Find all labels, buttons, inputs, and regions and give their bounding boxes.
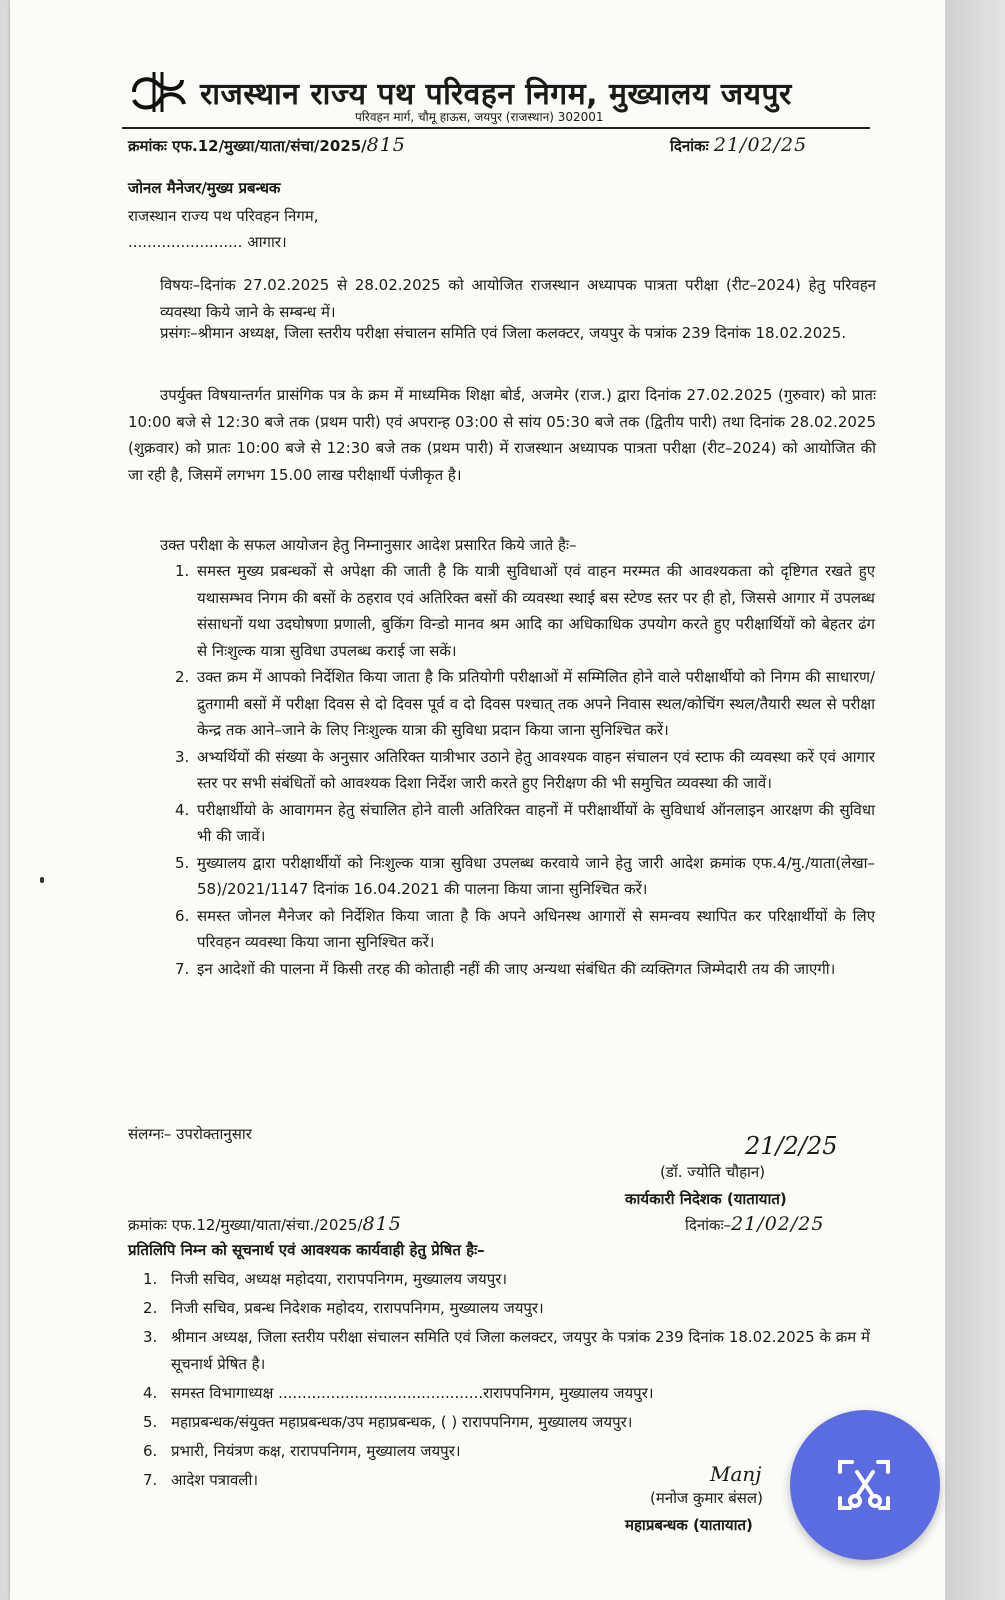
copy-recipient-number: 7.: [143, 1471, 158, 1489]
copy-recipient-text: आदेश पत्रावली।: [171, 1471, 259, 1489]
order-item-number: 3.: [175, 747, 190, 766]
order-item-number: 6.: [175, 906, 190, 925]
reference-handwritten-number: 815: [366, 134, 406, 156]
order-item: [175, 797, 875, 850]
copy-recipient: [143, 1467, 878, 1494]
organization-address: परिवहन मार्ग, चौमू हाऊस, जयपुर (राजस्थान) 302001: [355, 110, 604, 124]
order-item: [175, 850, 875, 903]
date-handwritten: 21/02/25: [713, 134, 808, 156]
copy-recipient-number: 2.: [143, 1299, 158, 1317]
copy-recipient-text: महाप्रबन्धक/संयुक्त महाप्रबन्धक/उप महाप्रबन्धक, ( ) रारापपनिगम, मुख्यालय जयपुर।: [171, 1413, 633, 1431]
addressee-depot: ........................ आगार।: [128, 233, 287, 251]
copy-recipient: [143, 1266, 878, 1293]
copy-heading: प्रतिलिपि निम्न को सूचनार्थ एवं आवश्यक कार्यवाही हेतु प्रेषित हैः–: [128, 1241, 485, 1259]
order-item-number: 7.: [175, 959, 190, 978]
order-item-number: 2.: [175, 668, 190, 686]
order-item-text: अभ्यर्थियों की संख्या के अनुसार अतिरिक्त यात्रीभार उठाने हेतु आवश्यक वाहन संचालन एवं स्टाफ की व्यवस्था करें एवं आगार स्तर पर सभी संबंधितों को आवश्यक दिशा निर्देश जारी करते हुए निरीक्षण की भी समुचित व्यवस्था की जावें।: [197, 747, 875, 792]
copy-recipient-text: प्रभारी, नियंत्रण कक्ष, रारापपनिगम, मुख्यालय जयपुर।: [171, 1442, 461, 1460]
reference-line: प्रसंगः–श्रीमान अध्यक्ष, जिला स्तरीय परीक्षा संचालन समिति एवं जिला कलक्टर, जयपुर के पत्रांक 239 दिनांक 18.02.2025.: [160, 324, 847, 342]
copy-recipient-number: 3.: [143, 1328, 158, 1346]
order-item-number: 4.: [175, 800, 190, 819]
screenshot-crop-scissors-icon: [830, 1450, 900, 1520]
orders-list: [175, 558, 875, 982]
copy-recipient: [143, 1380, 878, 1407]
header-divider: [122, 127, 870, 129]
second-signatory-designation: महाप्रबन्धक (यातायात): [625, 1516, 753, 1534]
document-page: [10, 0, 945, 1600]
organization-title: राजस्थान राज्य पथ परिवहन निगम, मुख्यालय जयपुर: [200, 77, 792, 112]
letter-date: [670, 134, 807, 156]
copy-date-handwritten: 21/02/25: [731, 1213, 825, 1235]
scan-speck: [40, 877, 44, 883]
page-edge-shadow: [945, 0, 1005, 1600]
copy-recipient-text: निजी सचिव, अध्यक्ष महोदया, रारापपनिगम, मुख्यालय जयपुर।: [171, 1270, 508, 1288]
order-item-number: 5.: [175, 853, 190, 872]
rsrtc-logo: [128, 70, 188, 114]
copy-recipient-text: निजी सचिव, प्रबन्ध निदेशक महोदय, रारापपनिगम, मुख्यालय जयपुर।: [171, 1299, 544, 1317]
second-signature-scrawl: Manj: [710, 1462, 762, 1486]
screenshot-crop-button[interactable]: [790, 1410, 940, 1560]
addressee-organization: राजस्थान राज्य पथ परिवहन निगम,: [128, 207, 319, 225]
body-paragraph: उपर्युक्त विषयान्तर्गत प्रासंगिक पत्र के क्रम में माध्यमिक शिक्षा बोर्ड, अजमेर (राज.) द्वारा दिनांक 27.02.2025 (गुरुवार) को प्रातः 10:00 बजे से 12:30 बजे तक (प्रथम पारी) एवं अपरान्ह 03:00 से सांय 05:30 बजे तक (द्वितीय पारी) तथा दिनांक 28.02.2025 (शुक्रवार) को प्रातः 10:00 बजे से 12:30 बजे तक (प्रथम पारी) में राजस्थान अध्यापक पात्रता परीक्षा (रीट–2024) को आयोजित की जा रही है, जिसमें लगभग 15.00 लाख परीक्षार्थी पंजीकृत है।: [128, 386, 876, 484]
order-item-number: 1.: [175, 562, 190, 580]
reference-number: [128, 134, 406, 156]
order-item-text: परीक्षार्थीयो के आवागमन हेतु संचालित होने वाली अतिरिक्त वाहनों में परीक्षार्थीयों के सुविधार्थ ऑनलाइन आरक्षण की सुविधा भी की जावें।: [197, 800, 875, 845]
copy-date-label: दिनांकः–: [685, 1216, 732, 1234]
copy-recipient-number: 5.: [143, 1413, 158, 1431]
copy-recipient-text: समस्त विभागाध्यक्ष ...........................................रारापपनिगम, मुख्यालय जयपुर।: [171, 1384, 654, 1402]
copy-reference-label: क्रमांकः एफ.12/मुख्या/याता/संचा./2025/: [128, 1216, 363, 1234]
order-item: [175, 558, 875, 664]
copy-reference-number: [128, 1213, 402, 1235]
subject-line: विषयः–दिनांक 27.02.2025 से 28.02.2025 को आयोजित राजस्थान अध्यापक पात्रता परीक्षा (रीट–2024) हेतु परिवहन व्यवस्था किये जाने के सम्बन्ध में।: [160, 276, 876, 321]
order-item: [175, 664, 875, 744]
enclosure-note: संलग्नः– उपरोक्तानुसार: [128, 1125, 252, 1143]
order-item: [175, 744, 875, 797]
copy-recipient-number: 6.: [143, 1442, 158, 1460]
orders-intro: उक्त परीक्षा के सफल आयोजन हेतु निम्नानुसार आदेश प्रसारित किये जाते हैः–: [160, 536, 577, 554]
signatory-designation: कार्यकारी निदेशक (यातायात): [625, 1190, 787, 1208]
second-signatory-name: (मनोज कुमार बंसल): [650, 1489, 763, 1507]
date-label: दिनांकः: [670, 137, 709, 155]
signature-scrawl: 21/2/25: [745, 1132, 838, 1160]
copy-recipient-number: 4.: [143, 1384, 158, 1402]
copy-reference-handwritten-number: 815: [362, 1213, 402, 1235]
order-item: [175, 903, 875, 956]
order-item: [175, 956, 875, 983]
copy-recipient: [143, 1438, 878, 1465]
copy-date: [685, 1213, 824, 1235]
order-item-text: मुख्यालय द्वारा परीक्षार्थीयों को निःशुल्क यात्रा सुविधा उपलब्ध करवाये जाने हेतु जारी आदेश क्रमांक एफ.4/मु./याता(लेखा–58)/2021/1147 दिनांक 16.04.2021 की पालना किया जाना सुनिश्चित करें।: [197, 853, 875, 898]
copy-recipient: [143, 1409, 878, 1436]
copy-recipient: [143, 1295, 878, 1322]
copy-recipients-list: [143, 1266, 878, 1496]
reference-label: क्रमांकः एफ.12/मुख्या/याता/संचा/2025/: [128, 137, 367, 155]
order-item-text: इन आदेशों की पालना में किसी तरह की कोताही नहीं की जाए अन्यथा संबंधित की व्यक्तिगत जिम्मेदारी तय की जाएगी।: [197, 959, 836, 978]
order-item-text: उक्त क्रम में आपको निर्देशित किया जाता है कि प्रतियोगी परीक्षाओं में सम्मिलित होने वाले परीक्षार्थीयो को निगम की साधारण/द्रुतगामी बसों में परीक्षा दिवस से दो दिवस पूर्व व दो दिवस पश्चात् तक अपने निवास स्थल/कोचिंग स्थल/तैयारी स्थल से परीक्षा केन्द्र तक आने–जाने के लिए निःशुल्क यात्रा की सुविधा प्रदान किया जाना सुनिश्चित करें।: [197, 668, 875, 739]
copy-recipient-text: श्रीमान अध्यक्ष, जिला स्तरीय परीक्षा संचालन समिति एवं जिला कलक्टर, जयपुर के पत्रांक 239 दिनांक 18.02.2025 के क्रम में सूचनार्थ प्रेषित है।: [171, 1328, 870, 1373]
copy-recipient: [143, 1324, 878, 1378]
signatory-name: (डॉ. ज्योति चौहान): [660, 1163, 766, 1181]
order-item-text: समस्त मुख्य प्रबन्धकों से अपेक्षा की जाती है कि यात्री सुविधाओं एवं वाहन मरम्मत की आवश्यकता को दृष्टिगत रखते हुए यथासम्भव निगम की बसों के ठहराव एवं अतिरिक्त बसों की व्यवस्था स्थाई बस स्टेण्ड स्तर पर ही हो, जिससे आगार में उपलब्ध संसाधनों यथा उदघोषणा प्रणाली, बुकिंग विन्डो मानव श्रम आदि का अधिकाधिक उपयोग करते हुए परीक्षार्थियों को बेहतर ढंग से निःशुल्क यात्रा सुविधा उपलब्ध कराई जा सकें।: [197, 562, 875, 660]
order-item-text: समस्त जोनल मैनेजर को निर्देशित किया जाता है कि अपने अधिनस्थ आगारों से समन्वय स्थापित कर परिक्षार्थीयों के लिए परिवहन व्यवस्था किया जाना सुनिश्चित करें।: [197, 906, 875, 951]
copy-recipient-number: 1.: [143, 1270, 158, 1288]
addressee-designation: जोनल मैनेजर/मुख्य प्रबन्धक: [128, 179, 281, 197]
